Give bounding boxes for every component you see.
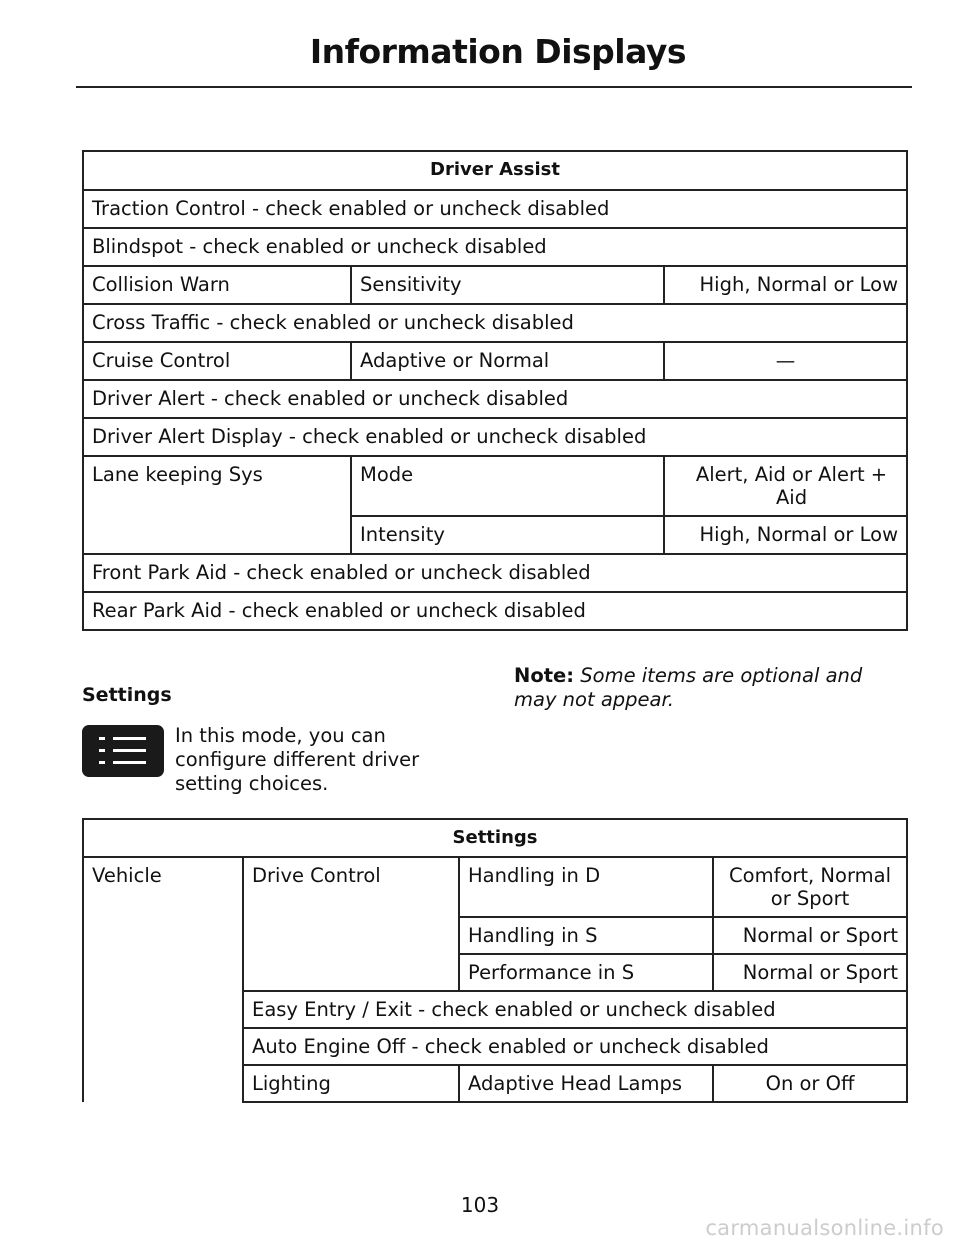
collision-warn-label: Collision Warn [83,266,351,304]
header-divider [76,86,912,88]
table-row [83,418,907,456]
auto-engine-off-row: Auto Engine Off - check enabled or uncheck disabled [243,1028,907,1065]
lane-keeping-intensity: Intensity [351,516,664,554]
note-paragraph [514,664,904,712]
adaptive-head-lamps-label: Adaptive Head Lamps [459,1065,713,1102]
table-row [83,592,907,630]
table-row [83,554,907,592]
cruise-control-values: — [664,342,907,380]
table-header-row [83,151,907,190]
table-row [83,456,907,516]
performance-s-label: Performance in S [459,954,713,991]
adaptive-head-lamps-values: On or Off [713,1065,907,1102]
rear-park-aid-row: Rear Park Aid - check enabled or uncheck disabled [83,592,907,630]
driver-assist-table [82,150,908,631]
collision-warn-values: High, Normal or Low [664,266,907,304]
blindspot-row: Blindspot - check enabled or uncheck disabled [83,228,907,266]
traction-control-row: Traction Control - check enabled or uncheck disabled [83,190,907,228]
lighting-label: Lighting [243,1065,459,1102]
menu-list-icon [82,725,164,777]
handling-s-values: Normal or Sport [713,917,907,954]
table-row [83,342,907,380]
settings-description: In this mode, you can configure different driver setting choices. [175,724,420,795]
cross-traffic-row: Cross Traffic - check enabled or uncheck disabled [83,304,907,342]
collision-warn-option: Sensitivity [351,266,664,304]
page-header-title: Information Displays [309,32,686,71]
easy-entry-row: Easy Entry / Exit - check enabled or uncheck disabled [243,991,907,1028]
lane-keeping-label: Lane keeping Sys [83,456,351,554]
note-label: Note: [514,664,575,687]
cruise-control-option: Adaptive or Normal [351,342,664,380]
front-park-aid-row: Front Park Aid - check enabled or uncheck disabled [83,554,907,592]
handling-s-label: Handling in S [459,917,713,954]
settings-table-title: Settings [83,819,907,857]
table-header-row [83,819,907,857]
lane-keeping-mode: Mode [351,456,664,516]
table-row [83,190,907,228]
drive-control-label: Drive Control [243,857,459,991]
driver-alert-display-row: Driver Alert Display - check enabled or uncheck disabled [83,418,907,456]
lane-keeping-mode-values: Alert, Aid or Alert + Aid [664,456,907,516]
table-row [83,857,907,917]
table-row [83,304,907,342]
watermark: carmanualsonline.info [705,1216,944,1240]
driver-alert-row: Driver Alert - check enabled or uncheck disabled [83,380,907,418]
lane-keeping-intensity-values: High, Normal or Low [664,516,907,554]
handling-d-values: Comfort, Normal or Sport [713,857,907,917]
table-row [83,228,907,266]
performance-s-values: Normal or Sport [713,954,907,991]
table-row [83,380,907,418]
settings-table [82,818,908,1103]
settings-heading: Settings [82,684,172,706]
handling-d-label: Handling in D [459,857,713,917]
vehicle-label: Vehicle [83,857,243,1102]
note-text: Some items are optional and may not appear. [514,664,863,711]
driver-assist-title: Driver Assist [83,151,907,190]
table-row [83,266,907,304]
page-number: 103 [460,1193,500,1217]
cruise-control-label: Cruise Control [83,342,351,380]
